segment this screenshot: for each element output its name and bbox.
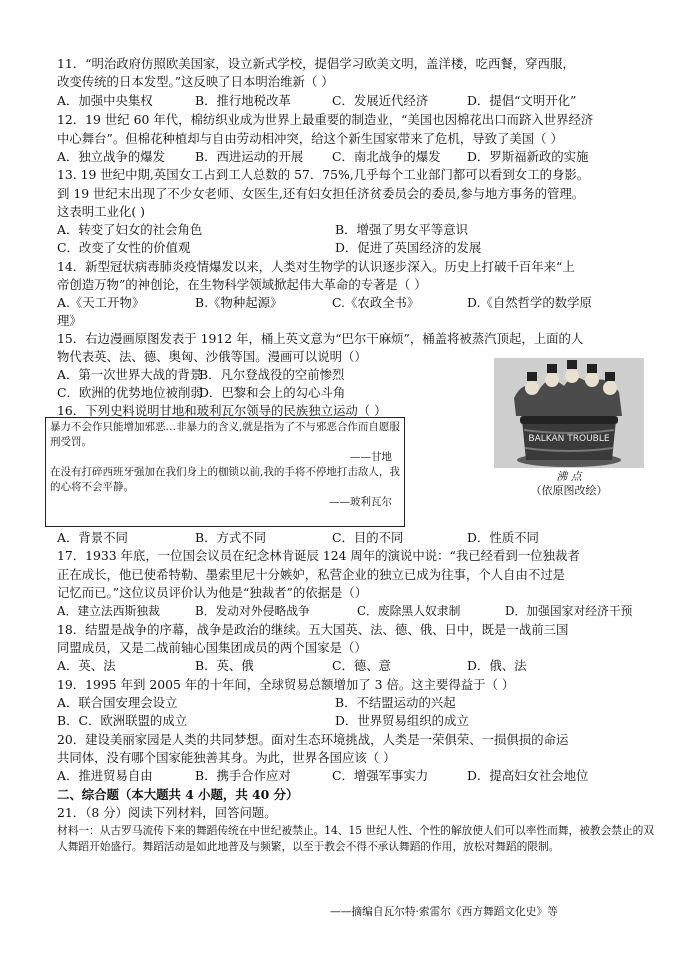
q13-option-d[interactable]: D．促进了英国经济的发展 <box>335 240 482 255</box>
q12-option-a[interactable]: A．独立战争的爆发 <box>57 149 166 164</box>
q15-option-a[interactable]: A．第一次世界大战的背景 <box>57 367 203 382</box>
q18-option-d[interactable]: D．俄、法 <box>467 658 527 673</box>
section2-heading: 二、综合题（本大题共 4 小题，共 40 分） <box>57 787 299 802</box>
q17-stem-line1: 17．1933 年底，一位国会议员在纪念林肯诞辰 124 周年的演说中说：“我已经看到一位独裁者 <box>57 548 580 563</box>
q19-option-d[interactable]: D．世界贸易组织的成立 <box>335 713 469 728</box>
q13-option-b[interactable]: B．增强了男女平等意识 <box>335 222 469 237</box>
cartoon-caption-title: 沸 点 <box>556 470 582 483</box>
q13-options-row2 <box>57 240 677 256</box>
q19-stem: 19．1995 年到 2005 年的十年间，全球贸易总额增加了 3 倍。这主要得益于（ ） <box>57 677 515 692</box>
q11-option-b[interactable]: B．推行地税改革 <box>195 93 291 108</box>
q18-option-a[interactable]: A．英、法 <box>57 658 116 673</box>
q14-stem-line2: 帝创造万物”的神创论，在生物科学领域掀起伟大革命的专著是（ ） <box>57 277 427 292</box>
q17-option-a[interactable]: A．建立法西斯独裁 <box>57 604 160 618</box>
q12-option-c[interactable]: C．南北战争的爆发 <box>332 149 441 164</box>
q21-material-1: 材料一：从古罗马流传下来的舞蹈传统在中世纪被禁止。14、15 世纪人性、个性的解放使人们可以率性而舞，被教会禁止的双人舞蹈开始盛行。舞蹈活动是如此地普及与频繁，以至于教会不得不承认舞蹈的作用，放松对舞蹈的限制。 <box>57 824 655 853</box>
q17-stem-line3: 记忆而已。”这位议员评价认为他是“独裁者”的依据是（） <box>57 585 368 600</box>
q20-option-b[interactable]: B．携手合作应对 <box>195 768 291 783</box>
q20-stem-line2: 共同体，没有哪个国家能独善其身。为此，世界各国应该（ ） <box>57 750 396 765</box>
q20-options <box>57 768 677 784</box>
q16-stem: 16．下列史料说明甘地和玻利瓦尔领导的民族独立运动（ ） <box>57 403 387 418</box>
q13-stem-line1: 13. 19 世纪中期,英国女工占到工人总数的 57．75%,几乎每个工业部门都可以看到女工的身影。 <box>57 167 590 182</box>
cartoon-caption-note: （依原图改绘） <box>530 484 608 497</box>
q14-option-b[interactable]: B.《物种起源》 <box>195 295 283 310</box>
cartoon-barrel-label: BALKAN TROUBLE <box>528 434 610 444</box>
q16-quote-bolivar: 在没有打碎西班牙强加在我们身上的枷锁以前,我的手将不停地打击敌人，我的心将不会平静。 <box>50 466 400 493</box>
q18-options <box>57 658 677 674</box>
q18-option-c[interactable]: C．德、意 <box>332 658 392 673</box>
q11-stem-line2: 改变传统的日本发型。”这反映了日本明治维新（ ） <box>57 74 334 89</box>
q16-attr-gandhi: ——甘地 <box>350 451 392 463</box>
q16-source-box <box>45 417 405 527</box>
q19-options-row1 <box>57 695 677 711</box>
q14-option-a[interactable]: A.《天工开物》 <box>57 295 145 310</box>
q15-option-b[interactable]: B．凡尔登战役的空前惨烈 <box>199 367 345 382</box>
q20-option-c[interactable]: C．增强军事实力 <box>332 768 429 783</box>
q21-intro: 21．（8 分）阅读下列材料，回答问题。 <box>57 805 277 820</box>
q18-stem-line2: 同盟成员，又是二战前轴心国集团成员的两个国家是（） <box>57 640 367 655</box>
q17-options <box>57 603 677 619</box>
q13-option-c[interactable]: C．改变了女性的价值观 <box>57 240 191 255</box>
q11-option-a[interactable]: A．加强中央集权 <box>57 93 153 108</box>
q16-attr-bolivar: ——玻利瓦尔 <box>329 496 392 508</box>
q17-option-d[interactable]: D．加强国家对经济干预 <box>505 604 633 618</box>
q12-option-d[interactable]: D．罗斯福新政的实施 <box>467 149 589 164</box>
q14-option-d-tail: 理》 <box>57 313 82 328</box>
q17-option-c[interactable]: C．废除黑人奴隶制 <box>357 604 461 618</box>
q14-options <box>57 295 677 311</box>
q15-option-d[interactable]: D．巴黎和会上的勾心斗角 <box>199 385 346 400</box>
q14-option-d[interactable]: D.《自然哲学的数学原 <box>467 295 592 310</box>
q17-stem-line2: 正在成长，他已使希特勒、墨索里尼十分嫉妒，私营企业的独立已成为往事，个人自由不过是 <box>57 567 566 582</box>
q11-option-d[interactable]: D．提倡“文明开化” <box>467 93 577 108</box>
q20-option-a[interactable]: A．推进贸易自由 <box>57 768 153 783</box>
q15-stem-line2: 物代表英、法、德、奥匈、沙俄等国。漫画可以说明（） <box>57 349 367 364</box>
cartoon-caption <box>494 470 644 498</box>
q12-options <box>57 149 677 165</box>
q18-stem-line1: 18．结盟是战争的序幕，战争是政治的继续。五大国英、法、德、俄、日中，既是一战前三国 <box>57 622 569 637</box>
q18-option-b[interactable]: B．英、俄 <box>195 658 254 673</box>
q11-stem-line1: 11．“明治政府仿照欧美国家，设立新式学校，提倡学习欧美文明，盖洋楼，吃西餐，穿西服， <box>57 56 575 71</box>
q12-stem-line1: 12．19 世纪 60 年代，棉纺织业成为世界上最重要的制造业，“美国也因棉花出口而跻入世界经济 <box>57 112 594 127</box>
q20-stem-line1: 20．建设美丽家园是人类的共同梦想。面对生态环境挑战，人类是一荣俱荣、一损俱损的命运 <box>57 732 569 747</box>
q16-option-d[interactable]: D．性质不同 <box>467 530 539 545</box>
q19-option-a[interactable]: A．联合国安理会设立 <box>57 695 178 710</box>
q12-stem-line2: 中心舞台”。但棉花种植却与自由劳动相冲突，给这个新生国家带来了危机，导致了美国（ ） <box>57 131 563 146</box>
q16-option-a[interactable]: A．背景不同 <box>57 530 128 545</box>
q13-stem-line3: 这表明工业化( ) <box>57 204 145 219</box>
q16-option-c[interactable]: C．目的不同 <box>332 530 404 545</box>
q20-option-d[interactable]: D．提高妇女社会地位 <box>467 768 589 783</box>
q17-option-b[interactable]: B．发动对外侵略战争 <box>195 604 310 618</box>
q13-option-a[interactable]: A．转变了妇女的社会角色 <box>57 222 203 237</box>
q13-options-row1 <box>57 222 677 238</box>
q14-stem-line1: 14．新型冠状病毒肺炎疫情爆发以来，人类对生物学的认识逐步深入。历史上打破千百年来“上 <box>57 259 575 274</box>
q14-option-c[interactable]: C.《农政全书》 <box>332 295 420 310</box>
q19-options-row2 <box>57 713 677 729</box>
q15-option-c[interactable]: C．欧洲的优势地位被削弱 <box>57 385 203 400</box>
q15-stem-line1: 15．右边漫画原图发表于 1912 年，桶上英文意为“巴尔干麻烦”，桶盖将被蒸汽顶起，上面的人 <box>57 331 584 346</box>
q16-quote-gandhi: 暴力不会作只能增加邪恶…非暴力的含义,就是指为了不与邪恶合作而自愿服刑受罚。 <box>50 421 400 448</box>
q19-option-b[interactable]: B．不结盟运动的兴起 <box>335 695 456 710</box>
q19-option-c[interactable]: B．C．欧洲联盟的成立 <box>57 713 188 728</box>
q12-option-b[interactable]: B．西进运动的开展 <box>195 149 304 164</box>
q11-option-c[interactable]: C．发展近代经济 <box>332 93 429 108</box>
q13-stem-line2: 到 19 世纪末出现了不少女老师、女医生,还有妇女担任济贫委员会的委员,参与地方事务的管理。 <box>57 186 585 201</box>
q11-options <box>57 93 677 109</box>
q16-options <box>57 530 677 546</box>
q21-material-source: ——摘编自瓦尔特·索雷尔《西方舞蹈文化史》等 <box>330 905 558 918</box>
q16-option-b[interactable]: B．方式不同 <box>195 530 267 545</box>
